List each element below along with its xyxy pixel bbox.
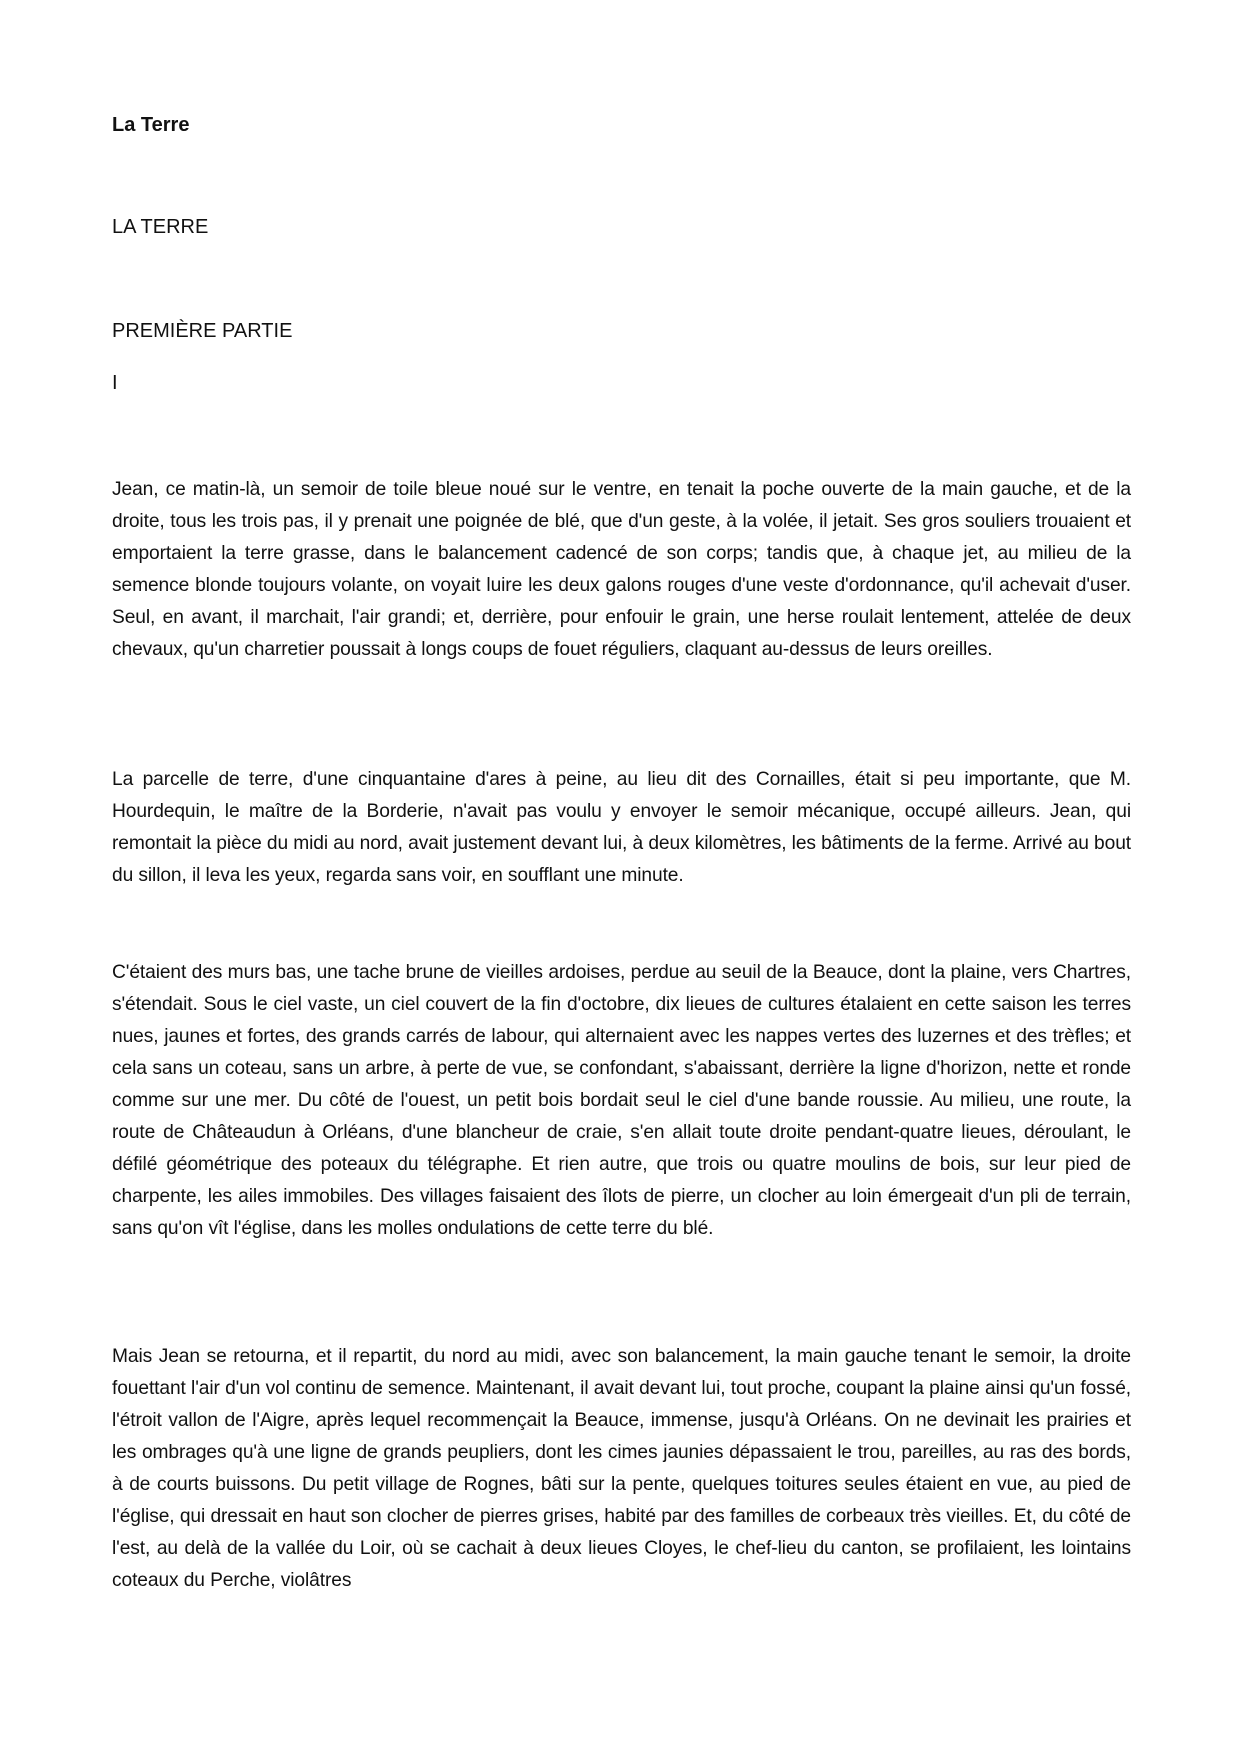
- part-heading: PREMIÈRE PARTIE: [112, 320, 293, 342]
- paragraph-4: Mais Jean se retourna, et il repartit, du nord au midi, avec son balancement, la main gauche tenant le semoir, la droite fouettant l'air d'un vol continu de semence. Maintenant, il avait devant lui, tout proche, coupant la plaine ainsi qu'un fossé, l'étroit vallon de l'Aigre, après lequel recommençait la Beauce, immense, jusqu'à Orléans. On ne devinait les prairies et les ombrages qu'à une ligne de grands peupliers, dont les cimes jaunies dépassaient le trou, pareilles, au ras des bords, à de courts buissons. Du petit village de Rognes, bâti sur la pente, quelques toitures seules étaient en vue, au pied de l'église, qui dressait en haut son clocher de pierres grises, habité par des familles de corbeaux très vieilles. Et, du côté de l'est, au delà de la vallée du Loir, où se cachait à deux lieues Cloyes, le chef-lieu du canton, se profilaient, les lointains coteaux du Perche, violâtres: [112, 1346, 1131, 1591]
- paragraph-2: La parcelle de terre, d'une cinquantaine d'ares à peine, au lieu dit des Cornailles, était si peu importante, que M. Hourdequin, le maître de la Borderie, n'avait pas voulu y envoyer le semoir mécanique, occupé ailleurs. Jean, qui remontait la pièce du midi au nord, avait justement devant lui, à deux kilomètres, les bâtiments de la ferme. Arrivé au bout du sillon, il leva les yeux, regarda sans voir, en soufflant une minute.: [112, 769, 1131, 886]
- book-heading: LA TERRE: [112, 216, 209, 238]
- chapter-heading: I: [112, 372, 118, 394]
- document-title: La Terre: [112, 114, 190, 136]
- paragraph-3: C'étaient des murs bas, une tache brune de vieilles ardoises, perdue au seuil de la Beauce, dont la plaine, vers Chartres, s'étendait. Sous le ciel vaste, un ciel couvert de la fin d'octobre, dix lieues de cultures étalaient en cette saison les terres nues, jaunes et fortes, des grands carrés de labour, qui alternaient avec les nappes vertes des luzernes et des trèfles; et cela sans un coteau, sans un arbre, à perte de vue, se confondant, s'abaissant, derrière la ligne d'horizon, nette et ronde comme sur une mer. Du côté de l'ouest, un petit bois bordait seul le ciel d'une bande roussie. Au milieu, une route, la route de Châteaudun à Orléans, d'une blancheur de craie, s'en allait toute droite pendant-quatre lieues, déroulant, le défilé géométrique des poteaux du télégraphe. Et rien autre, que trois ou quatre moulins de bois, sur leur pied de charpente, les ailes immobiles. Des villages faisaient des îlots de pierre, un clocher au loin émergeait d'un pli de terrain, sans qu'on vît l'église, dans les molles ondulations de cette terre du blé.: [112, 962, 1131, 1239]
- paragraph-1: Jean, ce matin-là, un semoir de toile bleue noué sur le ventre, en tenait la poche ouverte de la main gauche, et de la droite, tous les trois pas, il y prenait une poignée de blé, que d'un geste, à la volée, il jetait. Ses gros souliers trouaient et emportaient la terre grasse, dans le balancement cadencé de son corps; tandis que, à chaque jet, au milieu de la semence blonde toujours volante, on voyait luire les deux galons rouges d'une veste d'ordonnance, qu'il achevait d'user. Seul, en avant, il marchait, l'air grandi; et, derrière, pour enfouir le grain, une herse roulait lentement, attelée de deux chevaux, qu'un charretier poussait à longs coups de fouet réguliers, claquant au-dessus de leurs oreilles.: [112, 479, 1131, 660]
